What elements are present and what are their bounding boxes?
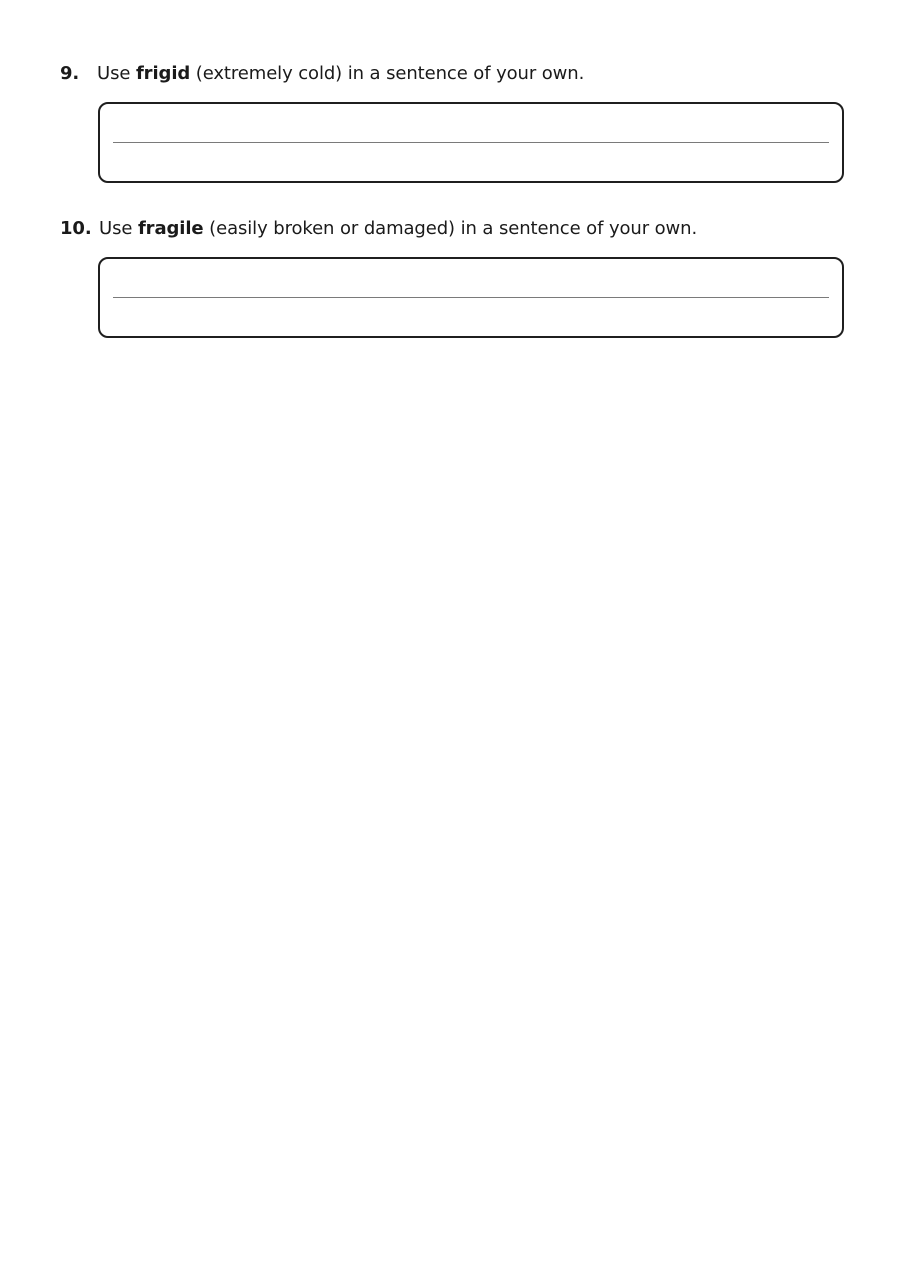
question-definition: (extremely cold) in a sentence of your own. [190, 63, 585, 84]
answer-box-9[interactable] [98, 102, 844, 183]
question-number: 10. [60, 218, 92, 239]
question-prefix: Use [99, 218, 138, 239]
answer-writing-line[interactable] [113, 297, 829, 298]
question-prefix: Use [97, 63, 136, 84]
question-definition: (easily broken or damaged) in a sentence of your own. [203, 218, 698, 239]
question-9-prompt [60, 62, 584, 86]
vocabulary-word: fragile [137, 218, 204, 239]
vocabulary-word: frigid [135, 63, 191, 84]
answer-box-10[interactable] [98, 257, 844, 338]
question-number: 9. [60, 63, 80, 84]
answer-writing-line[interactable] [113, 142, 829, 143]
question-10-prompt [60, 217, 697, 241]
